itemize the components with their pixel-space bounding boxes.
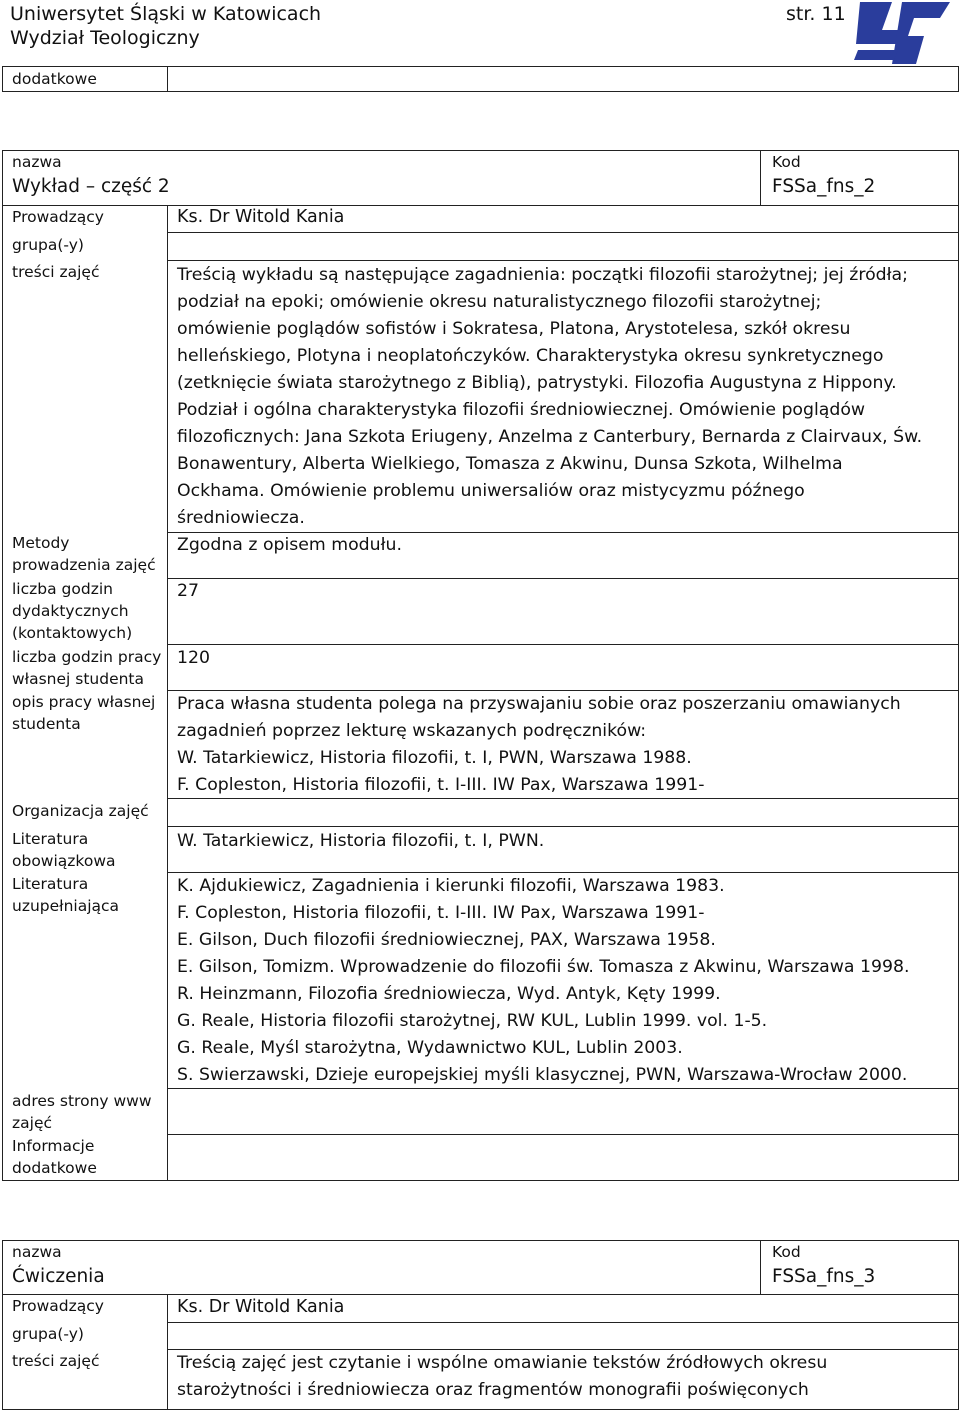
course2-code-label: Kod bbox=[772, 1243, 801, 1261]
course1-name: Wykład – część 2 bbox=[12, 176, 170, 197]
course1-lit-extra-label: Literatura uzupełniająca bbox=[12, 875, 120, 915]
university-name: Uniwersytet Śląski w Katowicach bbox=[10, 3, 322, 25]
course1-group-label: grupa(-y) bbox=[12, 236, 84, 254]
course2-instructor-label: Prowadzący bbox=[12, 1297, 104, 1315]
course1-content: Treścią wykładu są następujące zagadnienia: początki filozofii starożytnej; jej źródła; podział na epoki; omówienie okresu naturalistycznego filozofii starożytnej; omówienie poglądów sofistów i Sokratesa, Platona, Arystotelesa, szkół okresu helleńskiego, Plotyna i neoplatończyków. Charakterystyka okresu synkretycznego (zetknięcie świata starożytnego z Biblią), patrystyki. Filozofia Augustyna z Hippony. Podział i ogólna charakterystyka filozofii średniowiecznej. Omówienie poglądów filozoficznych: Jana Szkota Eriugeny, Anzelma z Canterbury, Bernarda z Clairvaux, Św. Bonawentury, Alberta Wielkiego, Tomasza z Akwinu, Dunsa Szkota, Wilhelma Ockhama. Omówienie problemu uniwersaliów oraz mistycyzmu późnego średniowiecza. bbox=[177, 265, 923, 528]
course1-content-label: treści zajęć bbox=[12, 263, 100, 281]
course1-website-label: adres strony www zajęć bbox=[12, 1092, 152, 1132]
course2-group-label: grupa(-y) bbox=[12, 1325, 84, 1343]
course1-additional-label: Informacje dodatkowe bbox=[12, 1137, 97, 1177]
course1-code: FSSa_fns_2 bbox=[772, 176, 876, 197]
course1-hours-self: 120 bbox=[177, 648, 210, 668]
course1-methods-label: Metody prowadzenia zajęć bbox=[12, 534, 156, 574]
course1-lit-required: W. Tatarkiewicz, Historia filozofii, t. I, PWN. bbox=[177, 831, 545, 851]
course2-name-label: nazwa bbox=[12, 1243, 62, 1261]
course1-lit-required-label: Literatura obowiązkowa bbox=[12, 830, 116, 870]
course2-name: Ćwiczenia bbox=[12, 1266, 105, 1287]
course1-instructor: Ks. Dr Witold Kania bbox=[177, 207, 345, 227]
course1-hours-contact: 27 bbox=[177, 581, 199, 601]
course1-self-work: Praca własna studenta polega na przyswajaniu sobie oraz poszerzaniu omawianych zagadnień poprzez lekturę wskazanych podręczników: W. Tatarkiewicz, Historia filozofii, t. I, PWN, Warszawa 1988. F. Copleston, Historia filozofii, t. I-III. IW Pax, Warszawa 1991- bbox=[177, 694, 901, 795]
course1-instructor-label: Prowadzący bbox=[12, 208, 104, 226]
course2-instructor: Ks. Dr Witold Kania bbox=[177, 1297, 345, 1317]
course2-content: Treścią zajęć jest czytanie i wspólne omawianie tekstów źródłowych okresu starożytności i średniowiecza oraz fragmentów monografii poświęconych bbox=[177, 1353, 828, 1400]
course1-organization-label: Organizacja zajęć bbox=[12, 802, 149, 820]
course1-hours-self-label: liczba godzin pracy własnej studenta bbox=[12, 648, 162, 688]
course2-code: FSSa_fns_3 bbox=[772, 1266, 876, 1287]
prev-block-label: dodatkowe bbox=[12, 70, 97, 88]
course1-lit-extra: K. Ajdukiewicz, Zagadnienia i kierunki filozofii, Warszawa 1983. F. Copleston, Historia filozofii, t. I-III. IW Pax, Warszawa 1991- E. Gilson, Duch filozofii średniowiecznej, PAX, Warszawa 1958. E. Gilson, Tomizm. Wprowadzenie do filozofii św. Tomasza z Akwinu, Warszawa 1998. R. Heinzmann, Filozofia średniowiecza, Wyd. Antyk, Kęty 1999. G. Reale, Historia filozofii starożytnej, RW KUL, Lublin 1999. vol. 1-5. G. Reale, Myśl starożytna, Wydawnictwo KUL, Lublin 2003. S. Swierzawski, Dzieje europejskiej myśli klasycznej, PWN, Warszawa-Wrocław 2000. bbox=[177, 876, 910, 1085]
page-number: str. 11 bbox=[786, 3, 846, 25]
university-logo bbox=[852, 0, 952, 66]
course1-hours-contact-label: liczba godzin dydaktycznych (kontaktowych) bbox=[12, 580, 133, 642]
course2-content-label: treści zajęć bbox=[12, 1352, 100, 1370]
course1-methods: Zgodna z opisem modułu. bbox=[177, 535, 402, 555]
faculty-name: Wydział Teologiczny bbox=[10, 27, 200, 49]
course1-code-label: Kod bbox=[772, 153, 801, 171]
course1-name-label: nazwa bbox=[12, 153, 62, 171]
course1-self-work-label: opis pracy własnej studenta bbox=[12, 693, 156, 733]
prev-block-frame bbox=[2, 66, 959, 92]
